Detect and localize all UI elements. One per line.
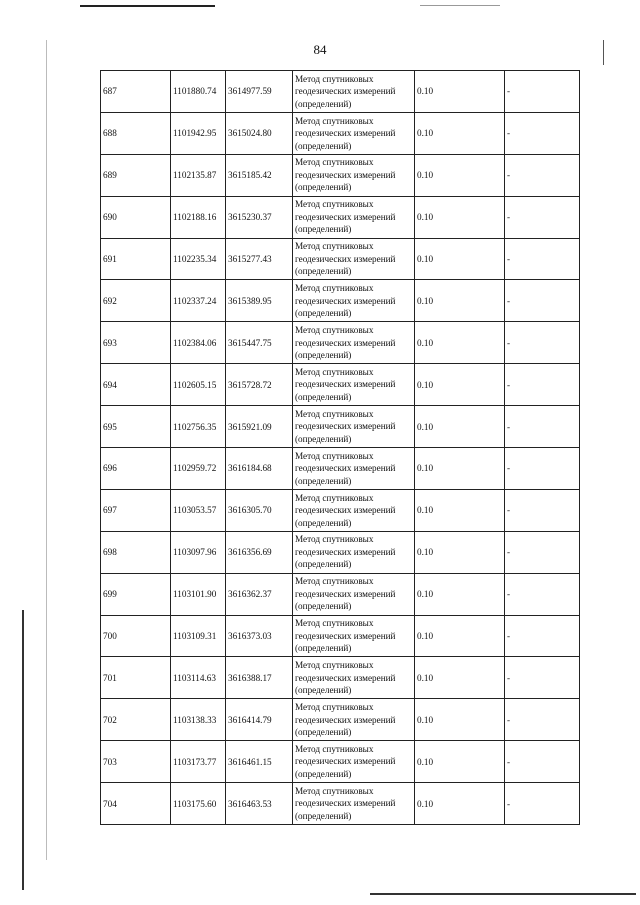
accuracy-cell: 0.10	[415, 783, 505, 825]
method-cell: Метод спутниковых геодезических измерений (определений)	[293, 657, 415, 699]
extra-cell: -	[505, 322, 580, 364]
point-number-cell: 699	[101, 573, 171, 615]
point-number-cell: 697	[101, 489, 171, 531]
table-row	[101, 699, 580, 741]
table-row	[101, 406, 580, 448]
table-row	[101, 783, 580, 825]
page-number: 84	[313, 42, 327, 57]
accuracy-cell: 0.10	[415, 196, 505, 238]
x-coordinate-cell: 1103175.60	[171, 783, 226, 825]
x-coordinate-cell: 1102135.87	[171, 154, 226, 196]
method-cell: Метод спутниковых геодезических измерений (определений)	[293, 531, 415, 573]
extra-cell: -	[505, 154, 580, 196]
y-coordinate-cell: 3615185.42	[226, 154, 293, 196]
point-number-cell: 690	[101, 196, 171, 238]
scan-artifact-top-line-right	[420, 5, 500, 6]
x-coordinate-cell: 1101880.74	[171, 71, 226, 113]
accuracy-cell: 0.10	[415, 154, 505, 196]
method-cell: Метод спутниковых геодезических измерений (определений)	[293, 154, 415, 196]
y-coordinate-cell: 3616184.68	[226, 448, 293, 490]
method-cell: Метод спутниковых геодезических измерений (определений)	[293, 489, 415, 531]
y-coordinate-cell: 3615921.09	[226, 406, 293, 448]
point-number-cell: 688	[101, 112, 171, 154]
method-cell: Метод спутниковых геодезических измерений (определений)	[293, 238, 415, 280]
x-coordinate-cell: 1103138.33	[171, 699, 226, 741]
accuracy-cell: 0.10	[415, 406, 505, 448]
table-row	[101, 448, 580, 490]
x-coordinate-cell: 1102605.15	[171, 364, 226, 406]
table-row	[101, 741, 580, 783]
table-row	[101, 71, 580, 113]
extra-cell: -	[505, 657, 580, 699]
y-coordinate-cell: 3616373.03	[226, 615, 293, 657]
method-cell: Метод спутниковых геодезических измерений (определений)	[293, 783, 415, 825]
x-coordinate-cell: 1102959.72	[171, 448, 226, 490]
extra-cell: -	[505, 489, 580, 531]
x-coordinate-cell: 1103114.63	[171, 657, 226, 699]
accuracy-cell: 0.10	[415, 657, 505, 699]
method-cell: Метод спутниковых геодезических измерений (определений)	[293, 364, 415, 406]
point-number-cell: 692	[101, 280, 171, 322]
coordinates-table	[100, 70, 580, 825]
accuracy-cell: 0.10	[415, 489, 505, 531]
y-coordinate-cell: 3616362.37	[226, 573, 293, 615]
scan-artifact-left-line	[46, 40, 47, 860]
scan-artifact-left-edge	[22, 610, 24, 890]
x-coordinate-cell: 1103053.57	[171, 489, 226, 531]
accuracy-cell: 0.10	[415, 71, 505, 113]
y-coordinate-cell: 3616388.17	[226, 657, 293, 699]
x-coordinate-cell: 1103109.31	[171, 615, 226, 657]
scan-artifact-top-line	[80, 5, 215, 7]
method-cell: Метод спутниковых геодезических измерений (определений)	[293, 699, 415, 741]
extra-cell: -	[505, 615, 580, 657]
table-row	[101, 489, 580, 531]
table-row	[101, 573, 580, 615]
table-row	[101, 238, 580, 280]
table-row	[101, 154, 580, 196]
table-row	[101, 280, 580, 322]
extra-cell: -	[505, 364, 580, 406]
point-number-cell: 702	[101, 699, 171, 741]
y-coordinate-cell: 3616414.79	[226, 699, 293, 741]
accuracy-cell: 0.10	[415, 238, 505, 280]
method-cell: Метод спутниковых геодезических измерений (определений)	[293, 71, 415, 113]
table-row	[101, 531, 580, 573]
scan-artifact-bottom-line	[370, 893, 636, 895]
extra-cell: -	[505, 112, 580, 154]
y-coordinate-cell: 3615389.95	[226, 280, 293, 322]
method-cell: Метод спутниковых геодезических измерений (определений)	[293, 406, 415, 448]
method-cell: Метод спутниковых геодезических измерений (определений)	[293, 196, 415, 238]
point-number-cell: 703	[101, 741, 171, 783]
accuracy-cell: 0.10	[415, 448, 505, 490]
extra-cell: -	[505, 406, 580, 448]
point-number-cell: 700	[101, 615, 171, 657]
y-coordinate-cell: 3614977.59	[226, 71, 293, 113]
accuracy-cell: 0.10	[415, 699, 505, 741]
accuracy-cell: 0.10	[415, 615, 505, 657]
x-coordinate-cell: 1102756.35	[171, 406, 226, 448]
table-row	[101, 615, 580, 657]
point-number-cell: 704	[101, 783, 171, 825]
y-coordinate-cell: 3616463.53	[226, 783, 293, 825]
extra-cell: -	[505, 71, 580, 113]
extra-cell: -	[505, 448, 580, 490]
x-coordinate-cell: 1102188.16	[171, 196, 226, 238]
method-cell: Метод спутниковых геодезических измерений (определений)	[293, 448, 415, 490]
coordinates-table-body	[101, 71, 580, 825]
y-coordinate-cell: 3615728.72	[226, 364, 293, 406]
accuracy-cell: 0.10	[415, 112, 505, 154]
method-cell: Метод спутниковых геодезических измерений (определений)	[293, 573, 415, 615]
accuracy-cell: 0.10	[415, 364, 505, 406]
table-row	[101, 196, 580, 238]
x-coordinate-cell: 1102235.34	[171, 238, 226, 280]
extra-cell: -	[505, 280, 580, 322]
extra-cell: -	[505, 573, 580, 615]
y-coordinate-cell: 3616356.69	[226, 531, 293, 573]
point-number-cell: 701	[101, 657, 171, 699]
accuracy-cell: 0.10	[415, 573, 505, 615]
extra-cell: -	[505, 741, 580, 783]
extra-cell: -	[505, 196, 580, 238]
point-number-cell: 689	[101, 154, 171, 196]
table-row	[101, 364, 580, 406]
point-number-cell: 687	[101, 71, 171, 113]
method-cell: Метод спутниковых геодезических измерений (определений)	[293, 112, 415, 154]
point-number-cell: 696	[101, 448, 171, 490]
method-cell: Метод спутниковых геодезических измерений (определений)	[293, 615, 415, 657]
y-coordinate-cell: 3615277.43	[226, 238, 293, 280]
table-row	[101, 112, 580, 154]
x-coordinate-cell: 1103101.90	[171, 573, 226, 615]
point-number-cell: 695	[101, 406, 171, 448]
extra-cell: -	[505, 783, 580, 825]
y-coordinate-cell: 3616305.70	[226, 489, 293, 531]
accuracy-cell: 0.10	[415, 741, 505, 783]
point-number-cell: 693	[101, 322, 171, 364]
method-cell: Метод спутниковых геодезических измерений (определений)	[293, 322, 415, 364]
accuracy-cell: 0.10	[415, 280, 505, 322]
x-coordinate-cell: 1102337.24	[171, 280, 226, 322]
table-row	[101, 657, 580, 699]
y-coordinate-cell: 3616461.15	[226, 741, 293, 783]
accuracy-cell: 0.10	[415, 531, 505, 573]
y-coordinate-cell: 3615024.80	[226, 112, 293, 154]
method-cell: Метод спутниковых геодезических измерений (определений)	[293, 741, 415, 783]
method-cell: Метод спутниковых геодезических измерений (определений)	[293, 280, 415, 322]
y-coordinate-cell: 3615447.75	[226, 322, 293, 364]
extra-cell: -	[505, 238, 580, 280]
x-coordinate-cell: 1103173.77	[171, 741, 226, 783]
y-coordinate-cell: 3615230.37	[226, 196, 293, 238]
accuracy-cell: 0.10	[415, 322, 505, 364]
x-coordinate-cell: 1103097.96	[171, 531, 226, 573]
extra-cell: -	[505, 531, 580, 573]
point-number-cell: 691	[101, 238, 171, 280]
table-row	[101, 322, 580, 364]
extra-cell: -	[505, 699, 580, 741]
x-coordinate-cell: 1102384.06	[171, 322, 226, 364]
point-number-cell: 698	[101, 531, 171, 573]
point-number-cell: 694	[101, 364, 171, 406]
x-coordinate-cell: 1101942.95	[171, 112, 226, 154]
